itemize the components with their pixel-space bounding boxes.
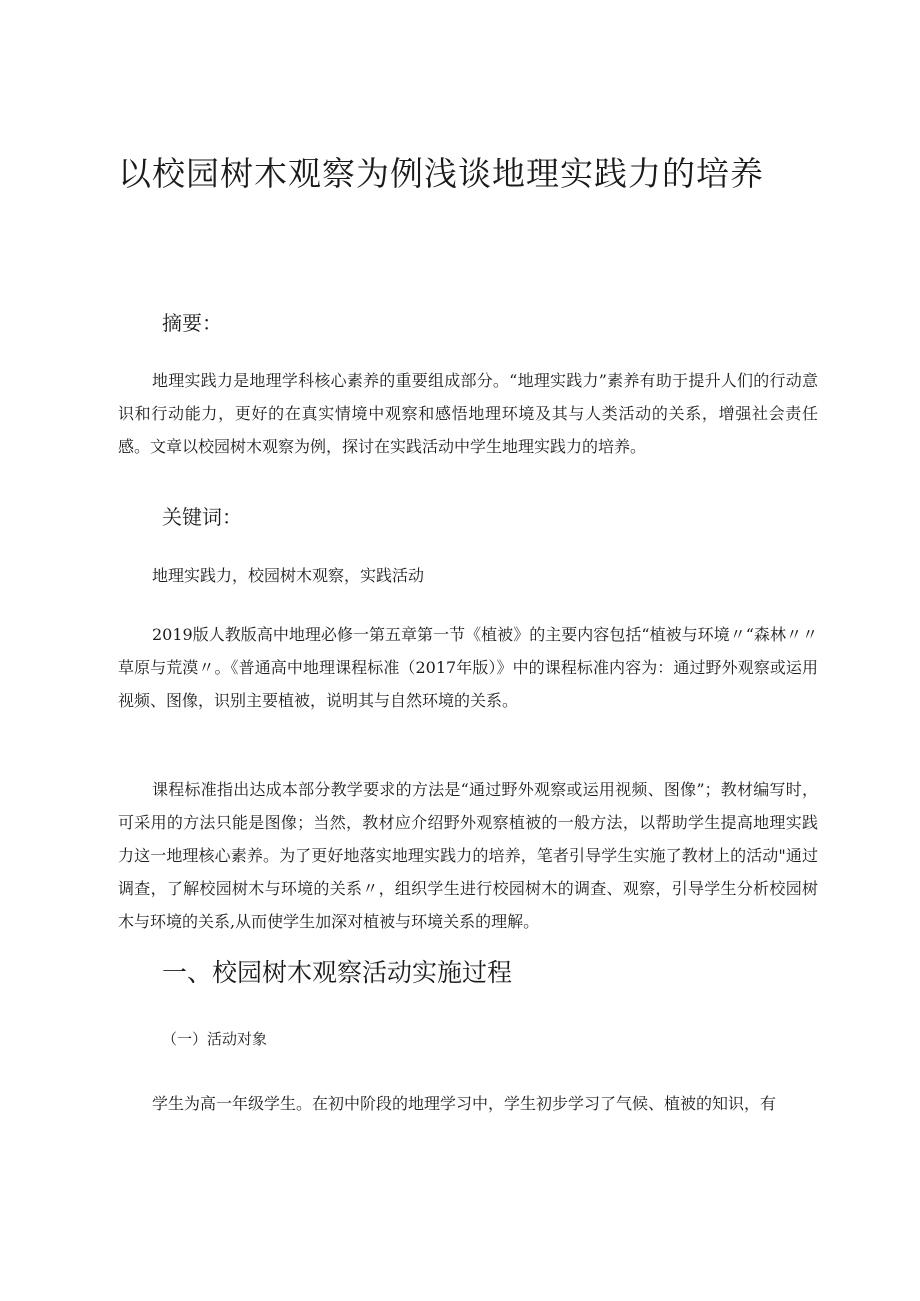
paragraph-2: 课程标准指出达成本部分教学要求的方法是“通过野外观察或运用视频、图像”；教材编写时，可采用的方法只能是图像；当然，教材应介绍野外观察植被的一般方法，以帮助学生提高地理实践力这一地理核心素养。为了更好地落实地理实践力的培养，笔者引导学生实施了教材上的活动"通过调查，了解校园树木与环境的关系〃，组织学生进行校园树木的调查、观察，引导学生分析校园树木与环境的关系,从而使学生加深对植被与环境关系的理解。 (118, 780, 818, 931)
subsection-heading: （一）活动对象 (162, 1030, 268, 1048)
document-title: 以校园树木观察为例浅谈地理实践力的培养 (118, 154, 764, 193)
keywords-label: 关键词： (162, 505, 242, 529)
abstract-text: 地理实践力是地理学科核心素养的重要组成部分。“地理实践力”素养有助于提升人们的行动意识和行动能力，更好的在真实情境中观察和感悟地理环境及其与人类活动的关系，增强社会责任感。文章以校园树木观察为例，探讨在实践活动中学生地理实践力的培养。 (118, 371, 818, 456)
paragraph-3: 学生为高一年级学生。在初中阶段的地理学习中，学生初步学习了气候、植被的知识，有 (152, 1094, 777, 1113)
keywords-text: 地理实践力，校园树木观察，实践活动 (152, 566, 425, 585)
abstract-label: 摘要： (162, 311, 222, 335)
paragraph-1: 2019版人教版高中地理必修一第五章第一节《植被》的主要内容包括“植被与环境〃“森林〃〃草原与荒漠〃。《普通高中地理课程标准（2017年版）》中的课程标准内容为：通过野外观察或运用视频、图像，识别主要植被，说明其与自然环境的关系。 (118, 625, 818, 710)
section-heading: 一、校园树木观察活动实施过程 (162, 958, 513, 987)
